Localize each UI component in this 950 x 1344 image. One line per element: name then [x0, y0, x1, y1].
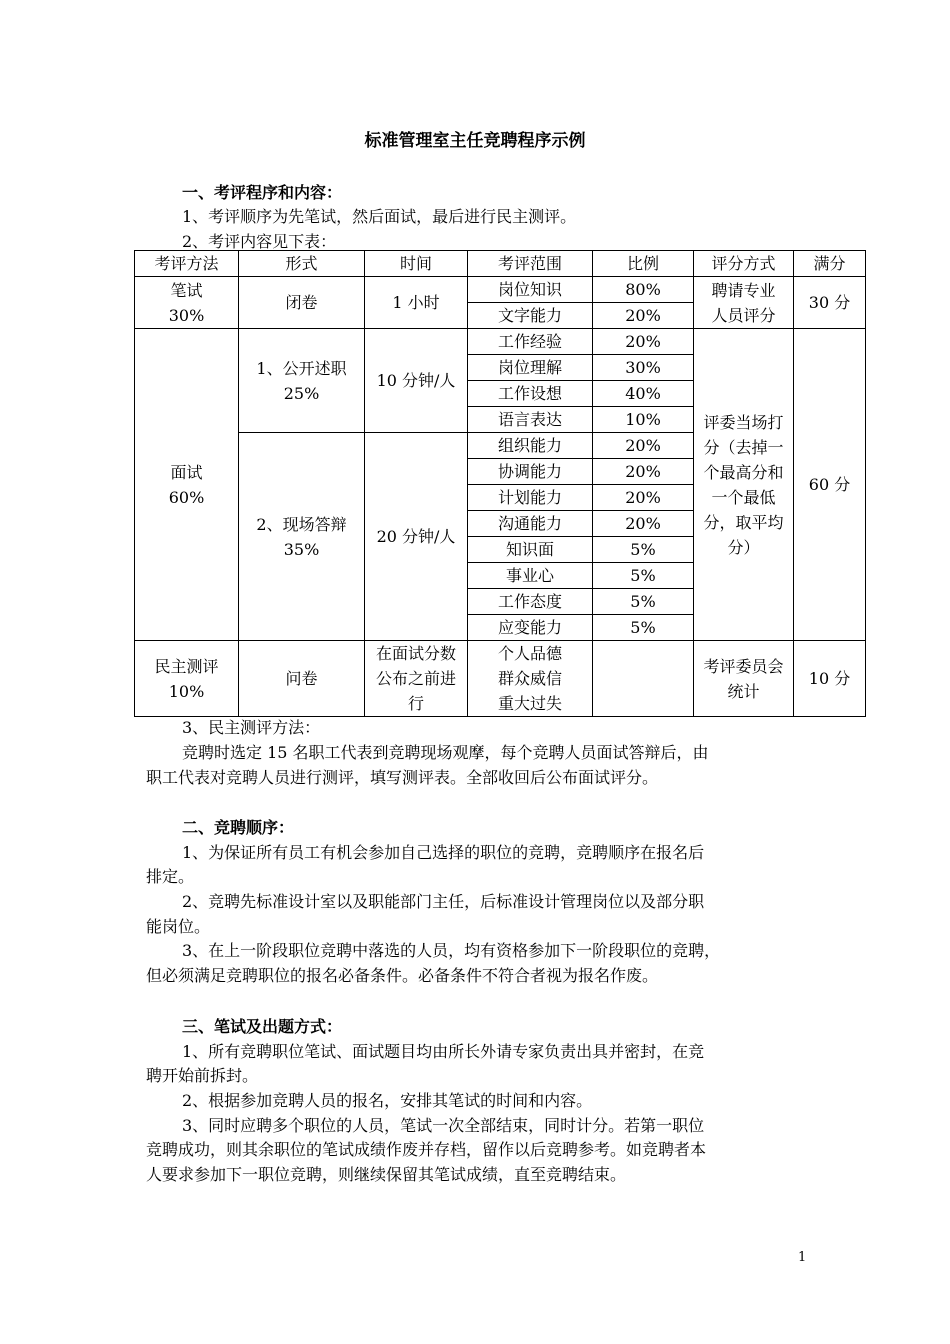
section3-paragraph: 1、所有竞聘职位笔试、面试题目均由所长外请专家负责出具并密封，在竞: [182, 1042, 705, 1061]
section2-paragraph: 3、在上一阶段职位竞聘中落选的人员，均有资格参加下一阶段职位的竞聘，: [182, 941, 721, 960]
section2-heading: 二、竞聘顺序：: [182, 818, 295, 837]
part1-form: 1、公开述职: [256, 358, 347, 378]
part2-form: 2、现场答辩: [256, 514, 347, 534]
section2-paragraph: 2、竞聘先标准设计室以及职能部门主任，后标准设计管理岗位以及部分职: [182, 892, 705, 911]
ratio-cell: 20%: [593, 459, 694, 485]
table-row: [135, 641, 866, 717]
header-cell: 比例: [593, 251, 694, 277]
written-method-cell: [135, 277, 239, 329]
written-scoring: 聘请专业: [711, 280, 776, 300]
scope-cell: 知识面: [468, 537, 593, 563]
democratic-scoring-text: 考评委员会统计: [703, 656, 784, 701]
section2-paragraph: 1、为保证所有员工有机会参加自己选择的职位的竞聘，竞聘顺序在报名后: [182, 843, 705, 862]
header-cell: 时间: [365, 251, 468, 277]
scope-cell: 工作设想: [468, 381, 593, 407]
ratio-cell: 5%: [593, 589, 694, 615]
democratic-ratio: [593, 641, 694, 717]
section1-item2: 2、考评内容见下表：: [182, 232, 337, 251]
democratic-method: 民主测评: [154, 656, 219, 676]
section1-item3: 3、民主测评方法：: [182, 718, 321, 737]
democratic-scope-cell: [468, 641, 593, 717]
scope-cell: 工作态度: [468, 589, 593, 615]
ratio-cell: 20%: [593, 329, 694, 355]
header-cell: 满分: [794, 251, 866, 277]
section3-paragraph: 聘开始前拆封。: [146, 1066, 259, 1085]
section3-paragraph: 3、同时应聘多个职位的人员，笔试一次全部结束，同时计分。若第一职位: [182, 1116, 705, 1135]
scope-cell: 协调能力: [468, 459, 593, 485]
ratio-cell: 5%: [593, 563, 694, 589]
section2-paragraph: 但必须满足竞聘职位的报名必备条件。必备条件不符合者视为报名作废。: [146, 966, 659, 985]
written-scoring-cell: [694, 277, 794, 329]
democratic-weight: 10%: [168, 681, 205, 701]
section2-paragraph: 能岗位。: [146, 917, 211, 936]
ratio-cell: 40%: [593, 381, 694, 407]
ratio-cell: 30%: [593, 355, 694, 381]
page-title: 标准管理室主任竞聘程序示例: [364, 131, 586, 151]
interview-scoring-text: 评委当场打分（去掉一个最高分和一个最低分，取平均分）: [703, 412, 784, 557]
interview-method-cell: [135, 329, 239, 641]
written-method: 笔试: [170, 280, 203, 300]
democratic-time: [365, 641, 468, 717]
scope-cell: 事业心: [468, 563, 593, 589]
part2-form-cell: [239, 433, 365, 641]
section3-paragraph: 竞聘成功，则其余职位的笔试成绩作废并存档，留作以后竞聘参考。如竞聘者本: [146, 1140, 707, 1159]
scope-cell: 应变能力: [468, 615, 593, 641]
interview-full-score: 60 分: [794, 329, 866, 641]
democratic-method-cell: [135, 641, 239, 717]
scope-cell: 沟通能力: [468, 511, 593, 537]
score-table: [134, 250, 866, 717]
table-row: [135, 329, 866, 355]
ratio-cell: 5%: [593, 537, 694, 563]
ratio-cell: 20%: [593, 303, 694, 329]
ratio-cell: 20%: [593, 433, 694, 459]
part2-time: 20 分钟/人: [365, 433, 468, 641]
interview-scoring: [694, 329, 794, 641]
section2-paragraph: 排定。: [146, 867, 195, 886]
ratio-cell: 5%: [593, 615, 694, 641]
scope-cell: 岗位理解: [468, 355, 593, 381]
part2-weight: 35%: [283, 539, 320, 559]
democratic-scope: 重大过失: [497, 694, 562, 713]
written-weight: 30%: [168, 305, 205, 325]
section1-item1: 1、考评顺序为先笔试，然后面试，最后进行民主测评。: [182, 207, 577, 226]
section3-paragraph: 人要求参加下一职位竞聘，则继续保留其笔试成绩，直至竞聘结束。: [146, 1165, 627, 1184]
table-row: [135, 277, 866, 303]
ratio-cell: 20%: [593, 485, 694, 511]
democratic-scope: 个人品德: [497, 644, 562, 663]
scope-cell: 组织能力: [468, 433, 593, 459]
header-cell: 形式: [239, 251, 365, 277]
scope-cell: 语言表达: [468, 407, 593, 433]
scope-cell: 岗位知识: [468, 277, 593, 303]
section1-paragraph: 竞聘时选定 15 名职工代表到竞聘现场观摩，每个竞聘人员面试答辩后，由: [182, 743, 709, 762]
written-scoring: 人员评分: [711, 305, 776, 325]
democratic-scoring: [694, 641, 794, 717]
interview-weight: 60%: [168, 487, 205, 507]
written-full-score: 30 分: [794, 277, 866, 329]
democratic-full-score: 10 分: [794, 641, 866, 717]
header-cell: 考评方法: [135, 251, 239, 277]
section3-paragraph: 2、根据参加竞聘人员的报名，安排其笔试的时间和内容。: [182, 1091, 593, 1110]
header-cell: 评分方式: [694, 251, 794, 277]
scope-cell: 计划能力: [468, 485, 593, 511]
part1-form-cell: [239, 329, 365, 433]
header-cell: 考评范围: [468, 251, 593, 277]
section1-heading: 一、考评程序和内容：: [182, 183, 343, 202]
page-number: 1: [798, 1250, 807, 1265]
section1-paragraph: 职工代表对竞聘人员进行测评，填写测评表。全部收回后公布面试评分。: [146, 768, 659, 787]
interview-method: 面试: [170, 462, 203, 482]
ratio-cell: 10%: [593, 407, 694, 433]
written-time: 1 小时: [365, 277, 468, 329]
democratic-scope: 群众威信: [497, 669, 562, 688]
written-form: 闭卷: [239, 277, 365, 329]
ratio-cell: 20%: [593, 511, 694, 537]
part1-weight: 25%: [283, 383, 320, 403]
table-header-row: [135, 251, 866, 277]
democratic-form: 问卷: [239, 641, 365, 717]
scope-cell: 工作经验: [468, 329, 593, 355]
section3-heading: 三、笔试及出题方式：: [182, 1017, 343, 1036]
scope-cell: 文字能力: [468, 303, 593, 329]
democratic-time-text: 在面试分数公布之前进行: [376, 644, 457, 713]
ratio-cell: 80%: [593, 277, 694, 303]
part1-time: 10 分钟/人: [365, 329, 468, 433]
